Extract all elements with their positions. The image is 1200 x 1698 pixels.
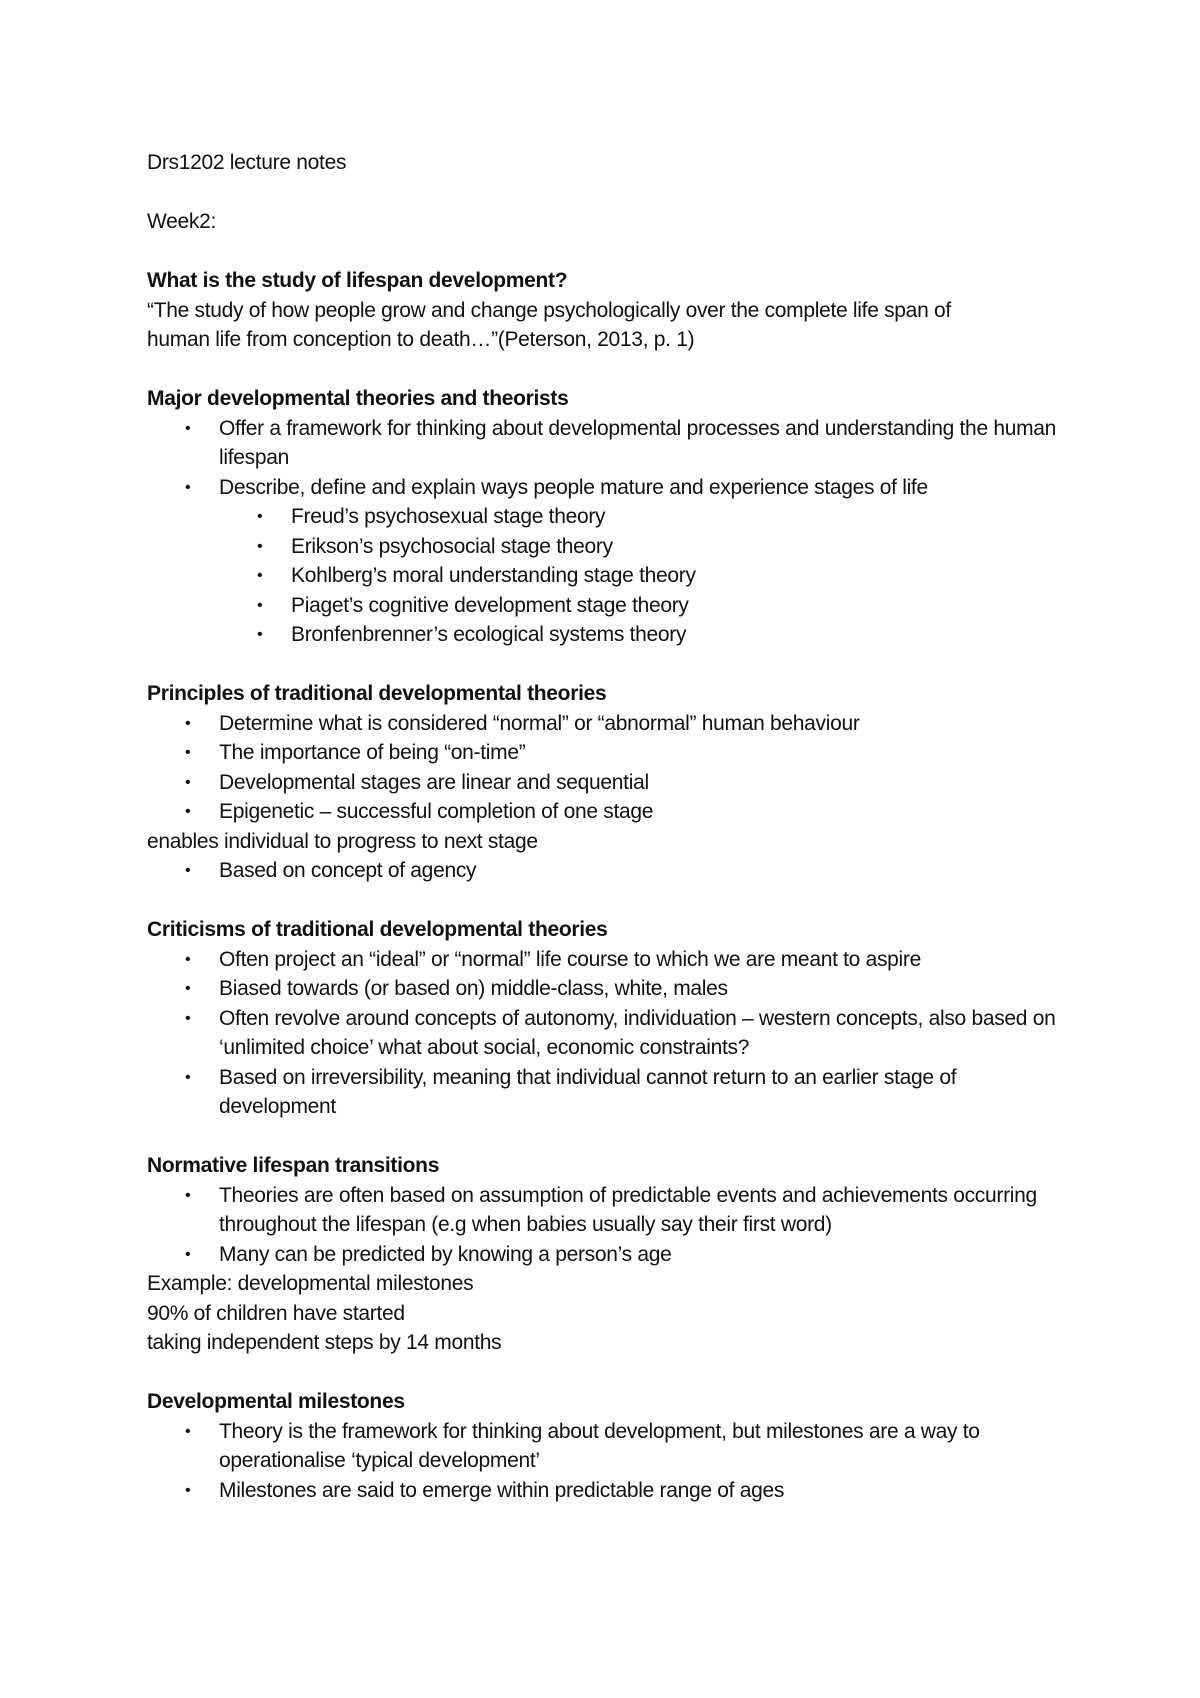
list-item: • Biased towards (or based on) middle-class, white, males: [219, 974, 1057, 1004]
list-item: • Describe, define and explain ways people mature and experience stages of life • Freud’s psychosexual stage theory • Erikson’s psychosocial stage theory • Kohlberg’s moral understanding stage theory • Piaget’s cognitive development stage theory • Bronfenbrenner’s ecological systems theory: [219, 473, 1057, 650]
example-line-1: Example: developmental milestones: [147, 1272, 474, 1295]
section-heading-milestones: Developmental milestones: [147, 1390, 405, 1413]
section-heading-study: What is the study of lifespan development?: [147, 269, 568, 292]
bullet-icon: •: [185, 419, 191, 437]
bullet-icon: •: [185, 478, 191, 496]
bullet-icon: •: [185, 950, 191, 968]
bullet-icon: •: [257, 596, 263, 614]
sublist-item: • Freud’s psychosexual stage theory: [291, 502, 1057, 532]
quote-line-1: “The study of how people grow and change psychologically over the complete life span of: [147, 298, 951, 322]
principles-extra-list: [147, 856, 1057, 886]
bullet-icon: •: [185, 1009, 191, 1027]
principles-list: [147, 709, 1057, 827]
bullet-icon: •: [185, 1068, 191, 1086]
section-heading-normative: Normative lifespan transitions: [147, 1154, 440, 1177]
bullet-icon: •: [185, 744, 191, 761]
list-item: • Often revolve around concepts of autonomy, individuation – western concepts, also based on ‘unlimited choice’ what about social, economic constraints?: [219, 1004, 1057, 1063]
document-title: Drs1202 lecture notes: [147, 151, 347, 174]
list-item: • Based on irreversibility, meaning that individual cannot return to an earlier stage of development: [219, 1063, 1057, 1122]
bullet-icon: •: [185, 1481, 191, 1499]
document-body: [147, 148, 1057, 1505]
list-item: • Developmental stages are linear and sequential: [219, 768, 1057, 798]
bullet-icon: •: [257, 567, 263, 584]
list-item: • Theories are often based on assumption of predictable events and achievements occurring throughout the lifespan (e.g when babies usually say their first word): [219, 1181, 1057, 1240]
section-heading-criticisms: Criticisms of traditional developmental theories: [147, 918, 608, 941]
example-line-3: taking independent steps by 14 months: [147, 1331, 502, 1354]
bullet-icon: •: [257, 626, 263, 643]
list-item: • Often project an “ideal” or “normal” life course to which we are meant to aspire: [219, 945, 1057, 975]
bullet-icon: •: [185, 862, 191, 879]
bullet-icon: •: [257, 508, 263, 525]
bullet-icon: •: [185, 980, 191, 997]
list-item: • Based on concept of agency: [219, 856, 1057, 886]
section-heading-major: Major developmental theories and theorists: [147, 387, 569, 410]
list-item: • Offer a framework for thinking about developmental processes and understanding the human lifespan: [219, 414, 1057, 473]
principles-continuation: enables individual to progress to next stage: [147, 829, 538, 853]
major-list: [147, 414, 1057, 650]
bullet-icon: •: [185, 1245, 191, 1263]
milestones-list: [147, 1417, 1057, 1506]
criticisms-list: [147, 945, 1057, 1122]
list-item: • Milestones are said to emerge within predictable range of ages: [219, 1476, 1057, 1506]
list-item: • Determine what is considered “normal” or “abnormal” human behaviour: [219, 709, 1057, 739]
quote-line-2: human life from conception to death…”(Peterson, 2013, p. 1): [147, 328, 695, 351]
theory-sublist: [219, 502, 1057, 650]
section-heading-principles: Principles of traditional developmental theories: [147, 682, 607, 705]
sublist-item: • Bronfenbrenner’s ecological systems theory: [291, 620, 1057, 650]
bullet-icon: •: [185, 803, 191, 820]
sublist-item: • Kohlberg’s moral understanding stage theory: [291, 561, 1057, 591]
list-item: • The importance of being “on-time”: [219, 738, 1057, 768]
example-line-2: 90% of children have started: [147, 1301, 405, 1325]
list-item: • Many can be predicted by knowing a person’s age: [219, 1240, 1057, 1270]
bullet-icon: •: [185, 714, 191, 732]
sublist-item: • Piaget’s cognitive development stage theory: [291, 591, 1057, 621]
bullet-icon: •: [185, 1422, 191, 1440]
week-label: Week2:: [147, 210, 217, 233]
bullet-icon: •: [185, 1186, 191, 1204]
normative-list: [147, 1181, 1057, 1270]
list-item: • Theory is the framework for thinking about development, but milestones are a way to operationalise ‘typical development’: [219, 1417, 1057, 1476]
list-item: • Epigenetic – successful completion of one stage: [219, 797, 1057, 827]
bullet-icon: •: [185, 773, 191, 791]
sublist-item: • Erikson’s psychosocial stage theory: [291, 532, 1057, 562]
bullet-icon: •: [257, 537, 263, 555]
